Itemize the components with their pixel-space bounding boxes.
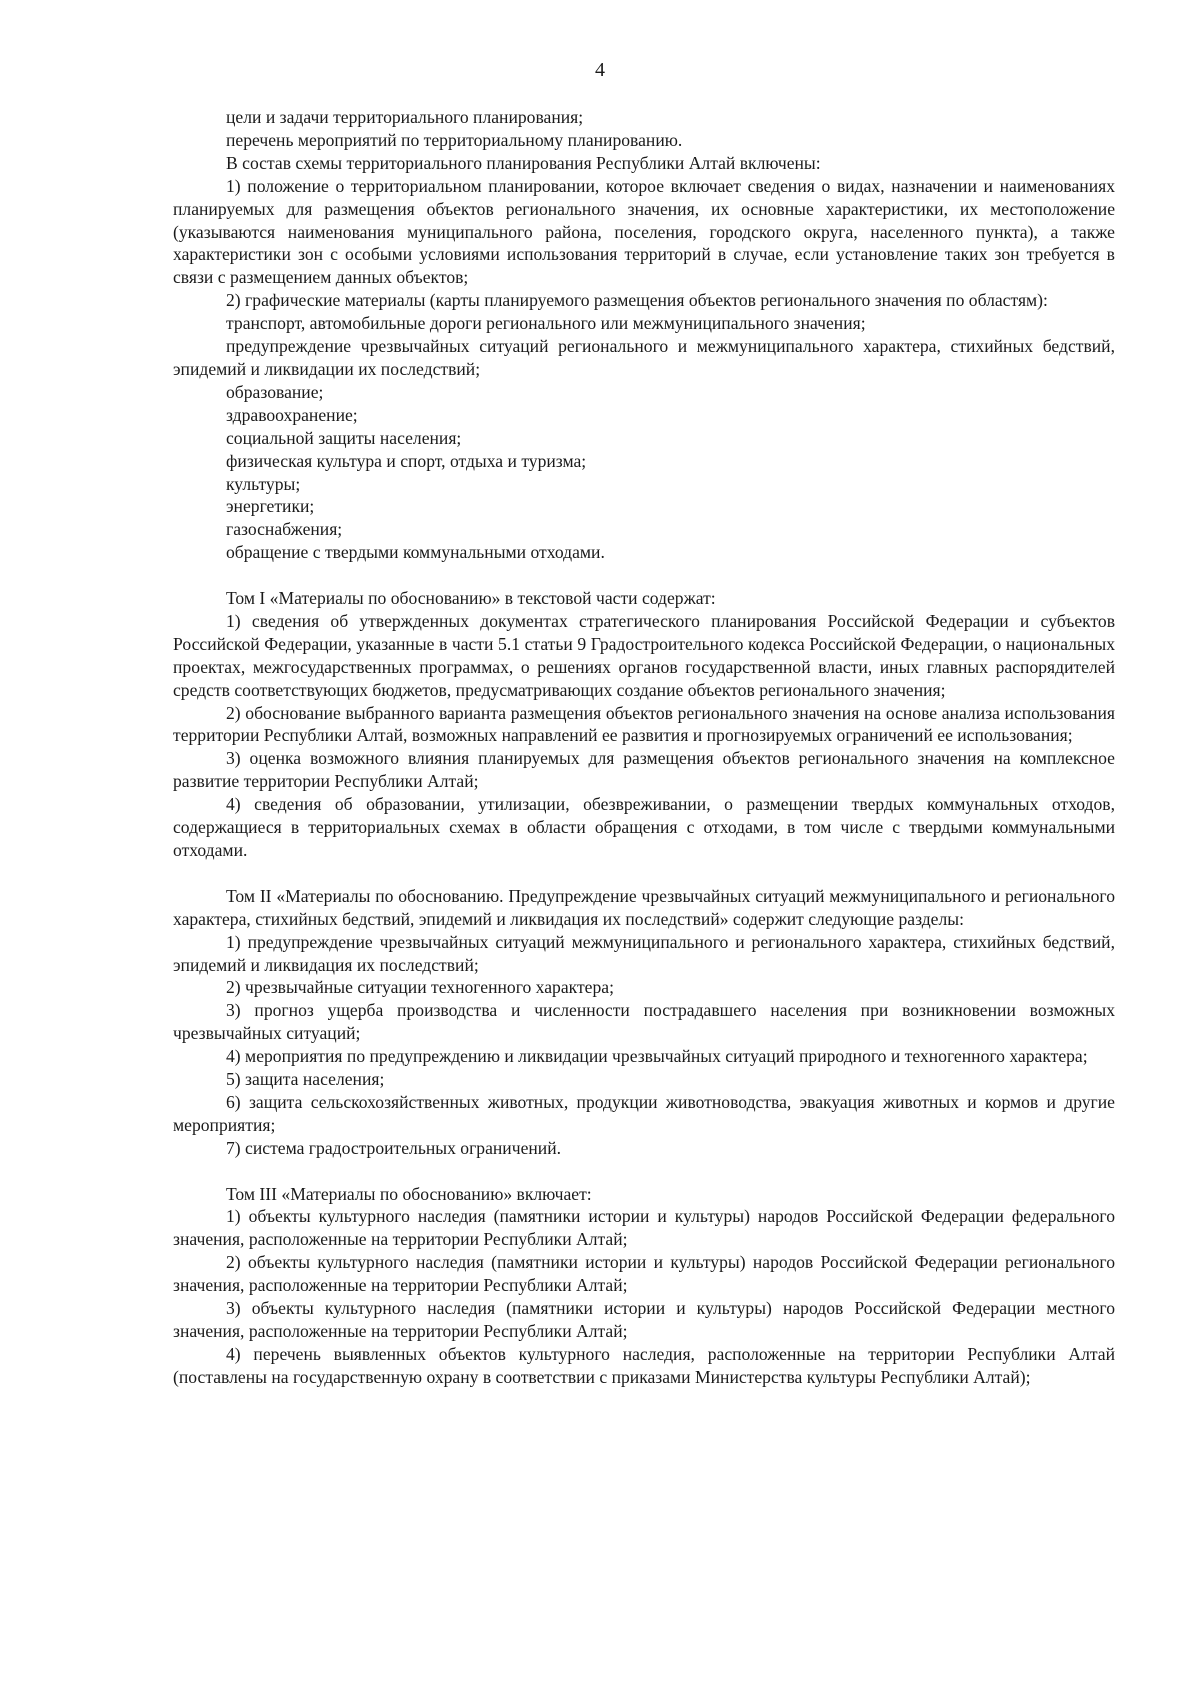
list-item-damage-forecast: 3) прогноз ущерба производства и численности пострадавшего населения при возникновении возможных чрезвычайных ситуаций; <box>173 1000 1115 1044</box>
list-item-transport: транспорт, автомобильные дороги регионального или межмуниципального значения; <box>226 313 866 334</box>
section-heading-volume-2: Том II «Материалы по обоснованию. Предупреждение чрезвычайных ситуаций межмуниципального и регионального характера, стихийных бедствий, эпидемий и ликвидация их последствий» содержит следующие разделы: <box>173 885 1115 929</box>
list-item-sport-tourism: физическая культура и спорт, отдыха и туризма; <box>226 450 587 471</box>
paragraph-scheme-composition: В состав схемы территориального планирования Республики Алтай включены: <box>226 152 821 173</box>
list-item-waste: обращение с твердыми коммунальными отходами. <box>226 542 605 563</box>
list-item-livestock-protection: 6) защита сельскохозяйственных животных, продукции животноводства, эвакуация животных и кормов и другие мероприятия; <box>173 1091 1115 1135</box>
list-item-social-protection: социальной защиты населения; <box>226 427 462 448</box>
section-heading-volume-3: Том III «Материалы по обоснованию» включает: <box>226 1183 592 1204</box>
list-item-education: образование; <box>226 381 324 402</box>
list-item-emergency-measures: 4) мероприятия по предупреждению и ликвидации чрезвычайных ситуаций природного и техногенного характера; <box>226 1046 1088 1067</box>
document-body <box>173 106 1115 1389</box>
paragraph-planning-goals: цели и задачи территориального планирования; <box>226 107 584 127</box>
list-item-waste-information: 4) сведения об образовании, утилизации, обезвреживании, о размещении твердых коммунальных отходов, содержащиеся в территориальных схемах в области обращения с отходами, в том числе с твердыми коммунальными отходами. <box>173 794 1115 860</box>
list-item-strategic-documents: 1) сведения об утвержденных документах стратегического планирования Российской Федерации и субъектов Российской Федерации, указанные в части 5.1 статьи 9 Градостроительного кодекса Российской Федерации, о национальных проектах, межгосударственных программах, о решениях органов государственной власти, иных главных распорядителей средств соответствующих бюджетов, предусматривающих создание объектов регионального значения; <box>173 610 1115 700</box>
list-item-emergency-prevention: предупреждение чрезвычайных ситуаций регионального и межмуниципального характера, стихийных бедствий, эпидемий и ликвидации их последствий; <box>173 336 1115 379</box>
list-item-federal-heritage: 1) объекты культурного наследия (памятники истории и культуры) народов Российской Федерации федерального значения, расположенные на территории Республики Алтай; <box>173 1206 1115 1250</box>
page-number: 4 <box>595 59 605 81</box>
list-item-culture: культуры; <box>226 473 301 494</box>
list-item-urban-restrictions: 7) система градостроительных ограничений. <box>226 1137 562 1158</box>
list-item-technogenic-emergencies: 2) чрезвычайные ситуации техногенного характера; <box>226 977 614 998</box>
list-item-energy: энергетики; <box>226 496 315 517</box>
list-item-impact-assessment: 3) оценка возможного влияния планируемых для размещения объектов регионального значения на комплексное развитие территории Республики Алтай; <box>173 748 1115 792</box>
paragraph-planning-measures: перечень мероприятий по территориальному планированию. <box>226 129 683 150</box>
list-item-placement-justification: 2) обоснование выбранного варианта размещения объектов регионального значения на основе анализа использования территории Республики Алтай, возможных направлений ее развития и прогнозируемых ограничений ее использования; <box>173 702 1115 746</box>
section-heading-volume-1: Том I «Материалы по обоснованию» в текстовой части содержат: <box>226 588 716 609</box>
list-item-healthcare: здравоохранение; <box>226 404 358 425</box>
list-item-local-heritage: 3) объекты культурного наследия (памятники истории и культуры) народов Российской Федерации местного значения, расположенные на территории Республики Алтай; <box>173 1298 1115 1341</box>
list-item-regional-heritage: 2) объекты культурного наследия (памятники истории и культуры) народов Российской Федерации регионального значения, расположенные на территории Республики Алтай; <box>173 1252 1115 1296</box>
list-item-graphic-materials: 2) графические материалы (карты планируемого размещения объектов регионального значения по областям): <box>226 290 1048 311</box>
list-item-population-protection: 5) защита населения; <box>226 1069 385 1090</box>
list-item-emergency-prevention-section: 1) предупреждение чрезвычайных ситуаций межмуниципального и регионального характера, стихийных бедствий, эпидемий и ликвидация их последствий; <box>173 931 1115 975</box>
list-item-identified-heritage: 4) перечень выявленных объектов культурного наследия, расположенные на территории Республики Алтай (поставлены на государственную охрану в соответствии с приказами Министерства культуры Республики Алтай); <box>173 1343 1115 1387</box>
list-item-gas-supply: газоснабжения; <box>226 519 343 540</box>
list-item-regulation: 1) положение о территориальном планировании, которое включает сведения о видах, назначении и наименованиях планируемых для размещения объектов регионального значения, их основные характеристики, их местоположение (указываются наименования муниципального района, поселения, городского округа, населенного пункта), а также характеристики зон с особыми условиями использования территорий в случае, если установление таких зон требуется в связи с размещением данных объектов; <box>173 175 1115 288</box>
